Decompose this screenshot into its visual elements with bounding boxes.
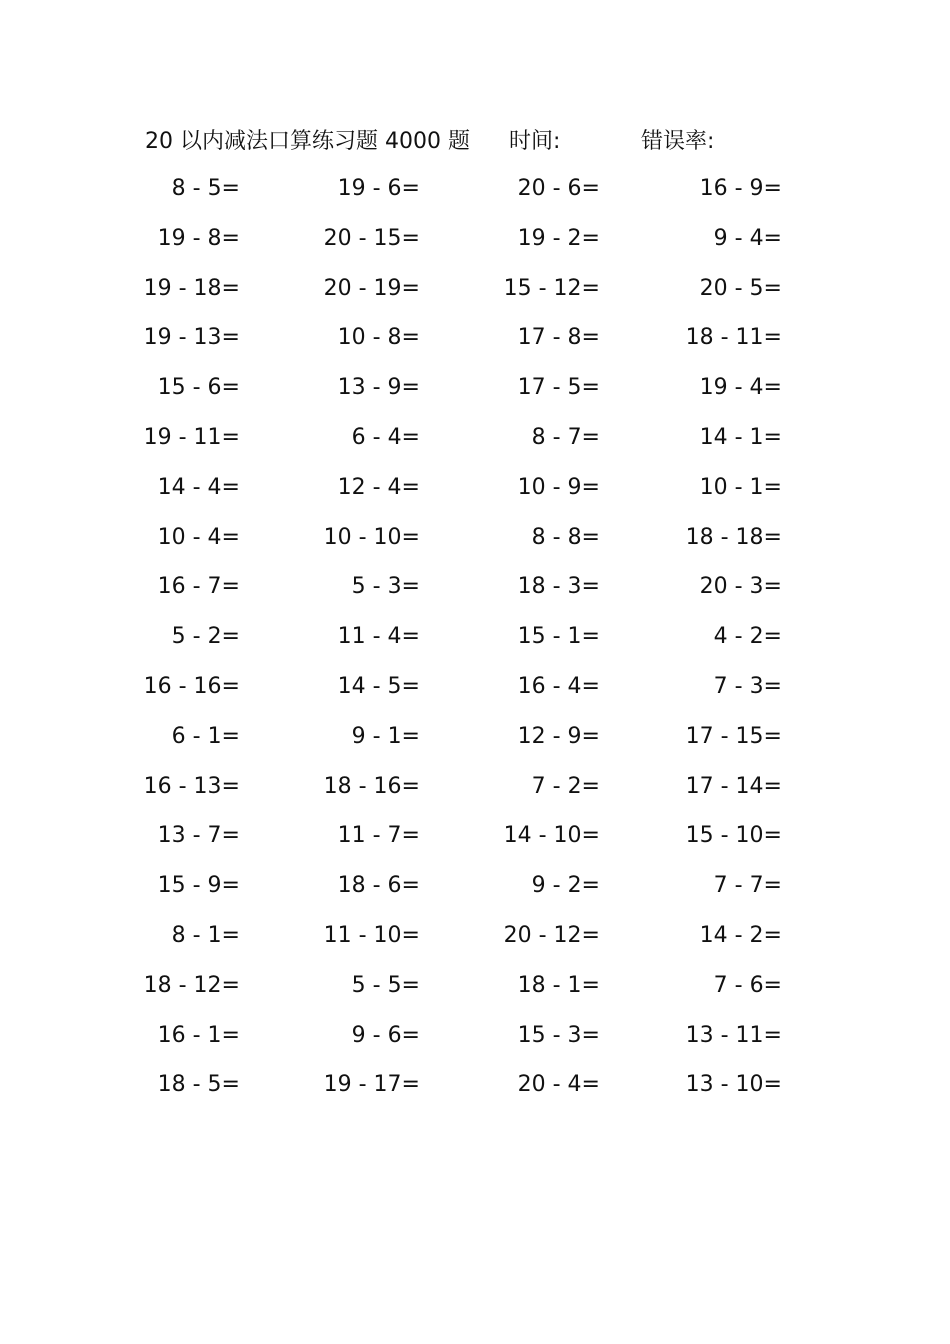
problem-grid <box>0 170 950 1116</box>
problem-item: 8 - 7= <box>531 424 600 450</box>
problem-item: 19 - 2= <box>517 225 600 251</box>
problem-item: 14 - 5= <box>337 673 420 699</box>
problem-item: 19 - 6= <box>337 176 420 201</box>
problem-item: 8 - 8= <box>531 524 600 550</box>
problem-row <box>0 718 950 768</box>
problem-item: 7 - 6= <box>713 972 782 998</box>
problem-item: 18 - 3= <box>517 574 600 600</box>
problem-item: 13 - 11= <box>685 1022 782 1048</box>
problem-item: 16 - 16= <box>143 673 240 699</box>
problem-item: 17 - 8= <box>517 325 600 351</box>
problem-item: 14 - 4= <box>157 474 240 500</box>
problem-item: 13 - 9= <box>337 375 420 401</box>
problem-item: 7 - 2= <box>531 773 600 799</box>
problem-item: 18 - 1= <box>517 972 600 998</box>
problem-item: 15 - 1= <box>517 624 600 650</box>
problem-item: 7 - 3= <box>713 673 782 699</box>
problem-item: 20 - 6= <box>517 176 600 201</box>
problem-item: 4 - 2= <box>713 624 782 650</box>
problem-item: 17 - 14= <box>685 773 782 799</box>
problem-row <box>0 967 950 1017</box>
problem-item: 7 - 7= <box>713 873 782 899</box>
problem-item: 16 - 13= <box>143 773 240 799</box>
problem-item: 10 - 9= <box>517 474 600 500</box>
problem-item: 19 - 18= <box>143 275 240 301</box>
problem-item: 14 - 10= <box>503 823 600 849</box>
problem-item: 11 - 4= <box>337 624 420 650</box>
problem-item: 18 - 6= <box>337 873 420 899</box>
problem-row <box>0 220 950 270</box>
problem-item: 9 - 1= <box>351 723 420 749</box>
problem-row <box>0 469 950 519</box>
problem-item: 16 - 4= <box>517 673 600 699</box>
problem-item: 14 - 1= <box>699 424 782 450</box>
problem-item: 15 - 9= <box>157 873 240 899</box>
problem-row <box>0 618 950 668</box>
problem-item: 16 - 7= <box>157 574 240 600</box>
problem-row <box>0 369 950 419</box>
problem-item: 19 - 11= <box>143 424 240 450</box>
problem-item: 17 - 15= <box>685 723 782 749</box>
problem-item: 10 - 8= <box>337 325 420 351</box>
problem-item: 11 - 10= <box>323 922 420 948</box>
problem-row <box>0 568 950 618</box>
problem-row <box>0 1066 950 1116</box>
problem-item: 14 - 2= <box>699 922 782 948</box>
problem-row <box>0 917 950 967</box>
problem-item: 8 - 1= <box>171 922 240 948</box>
time-label: 时间: <box>509 129 561 154</box>
problem-item: 10 - 10= <box>323 524 420 550</box>
problem-item: 9 - 6= <box>351 1022 420 1048</box>
problem-item: 10 - 1= <box>699 474 782 500</box>
problem-item: 20 - 15= <box>323 225 420 251</box>
problem-row <box>0 519 950 569</box>
problem-item: 13 - 10= <box>685 1072 782 1098</box>
problem-item: 8 - 5= <box>171 176 240 201</box>
problem-item: 12 - 9= <box>517 723 600 749</box>
problem-item: 18 - 18= <box>685 524 782 550</box>
problem-item: 20 - 19= <box>323 275 420 301</box>
error-rate-label: 错误率: <box>641 129 715 154</box>
problem-item: 9 - 4= <box>713 225 782 251</box>
problem-item: 19 - 13= <box>143 325 240 351</box>
problem-item: 15 - 6= <box>157 375 240 401</box>
problem-item: 18 - 12= <box>143 972 240 998</box>
problem-item: 18 - 5= <box>157 1072 240 1098</box>
problem-row <box>0 768 950 818</box>
problem-item: 13 - 7= <box>157 823 240 849</box>
problem-item: 17 - 5= <box>517 375 600 401</box>
problem-item: 5 - 2= <box>171 624 240 650</box>
problem-item: 20 - 12= <box>503 922 600 948</box>
problem-item: 18 - 16= <box>323 773 420 799</box>
problem-item: 15 - 10= <box>685 823 782 849</box>
problem-item: 19 - 17= <box>323 1072 420 1098</box>
problem-item: 16 - 9= <box>699 176 782 201</box>
problem-row <box>0 319 950 369</box>
problem-row <box>0 867 950 917</box>
problem-row <box>0 668 950 718</box>
problem-item: 9 - 2= <box>531 873 600 899</box>
problem-item: 10 - 4= <box>157 524 240 550</box>
problem-item: 20 - 4= <box>517 1072 600 1098</box>
problem-item: 12 - 4= <box>337 474 420 500</box>
problem-item: 20 - 5= <box>699 275 782 301</box>
worksheet-header <box>0 124 950 160</box>
problem-item: 5 - 5= <box>351 972 420 998</box>
problem-row <box>0 419 950 469</box>
problem-row <box>0 817 950 867</box>
problem-item: 15 - 12= <box>503 275 600 301</box>
problem-row <box>0 170 950 220</box>
problem-item: 20 - 3= <box>699 574 782 600</box>
problem-item: 5 - 3= <box>351 574 420 600</box>
problem-item: 16 - 1= <box>157 1022 240 1048</box>
problem-row <box>0 270 950 320</box>
problem-item: 6 - 4= <box>351 424 420 450</box>
problem-item: 11 - 7= <box>337 823 420 849</box>
problem-item: 6 - 1= <box>171 723 240 749</box>
worksheet-title: 20 以内减法口算练习题 4000 题 <box>145 129 470 154</box>
problem-row <box>0 1017 950 1067</box>
problem-item: 19 - 8= <box>157 225 240 251</box>
problem-item: 18 - 11= <box>685 325 782 351</box>
problem-item: 19 - 4= <box>699 375 782 401</box>
problem-item: 15 - 3= <box>517 1022 600 1048</box>
